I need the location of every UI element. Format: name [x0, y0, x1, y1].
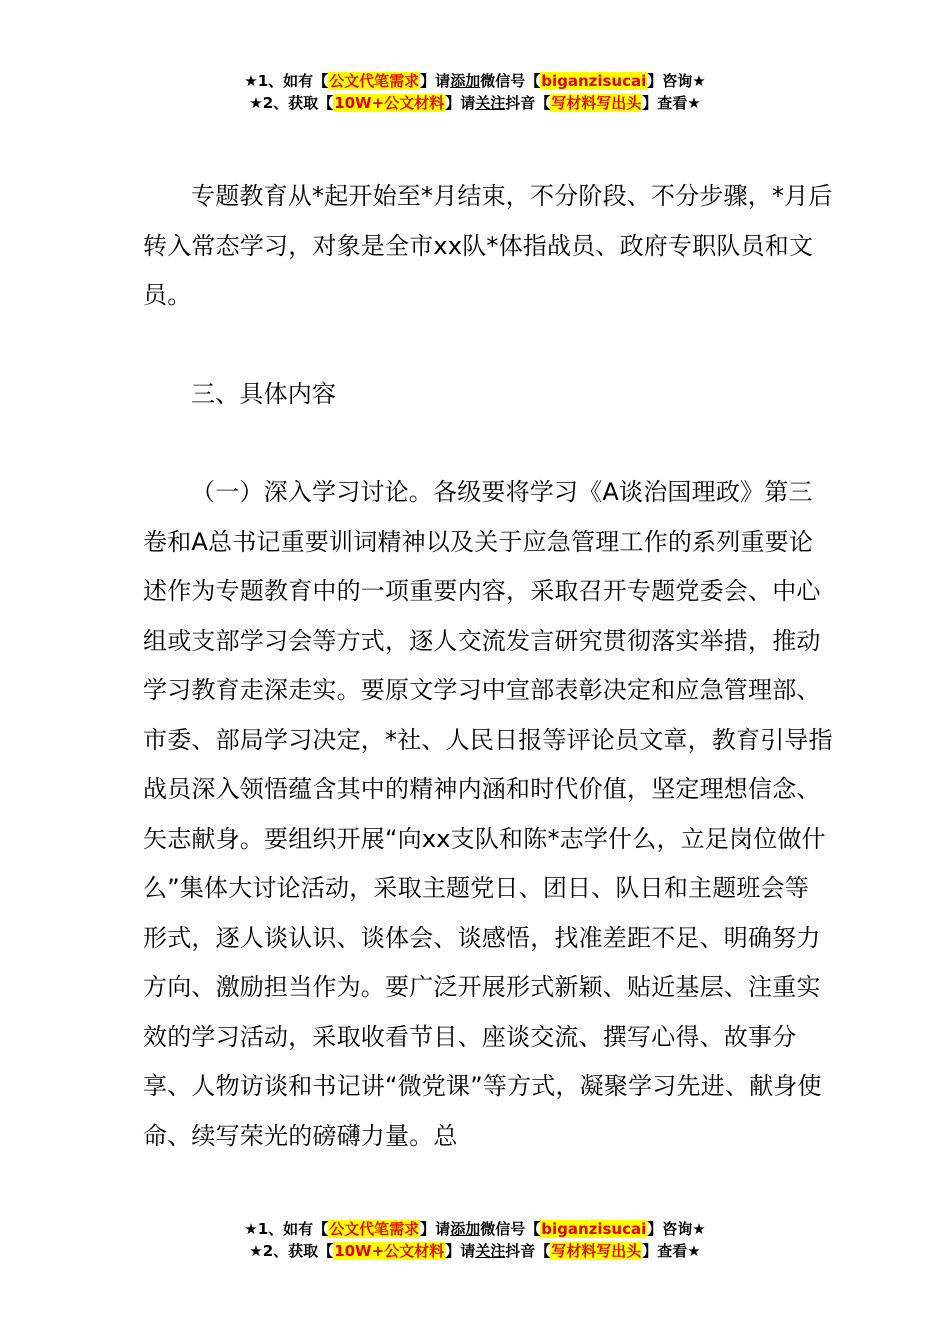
highlight-materials: 10W+公文材料	[334, 94, 445, 112]
banner-line-1: ★1、如有【公文代笔需求】请添加微信号【biganzisucai】咨询★	[244, 1220, 706, 1238]
highlight-wechat-id: biganzisucai	[541, 1220, 647, 1238]
highlight-materials: 10W+公文材料	[334, 1242, 445, 1260]
document-body	[143, 172, 833, 1161]
section-heading: 三、具体内容	[191, 379, 337, 408]
banner-line-1: ★1、如有【公文代笔需求】请添加微信号【biganzisucai】咨询★	[244, 72, 706, 90]
banner-line-2: ★2、获取【10W+公文材料】请关注抖音【写材料写出头】查看★	[249, 1242, 701, 1260]
highlight-douyin-account: 写材料写出头	[551, 94, 642, 112]
highlight-wechat-id: biganzisucai	[541, 72, 647, 90]
highlight-writing-service: 公文代笔需求	[329, 72, 420, 90]
paragraph-study-discussion: （一）深入学习讨论。各级要将学习《A谈治国理政》第三卷和A总书记重要训词精神以及关于应急管理工作的系列重要论述作为专题教育中的一项重要内容，采取召开专题党委会、中心组或支部学习会等方式，逐人交流发言研究贯彻落实举措，推动学习教育走深走实。要原文学习中宣部表彰决定和应急管理部、市委、部局学习决定，*社、人民日报等评论员文章，教育引导指战员深入领悟蕴含其中的精神内涵和时代价值，坚定理想信念、矢志献身。要组织开展“向xx支队和陈*志学什么，立足岗位做什么”集体大讨论活动，采取主题党日、团日、队日和主题班会等形式，逐人谈认识、谈体会、谈感悟，找准差距不足、明确努力方向、激励担当作为。要广泛开展形式新颖、贴近基层、注重实效的学习活动，采取收看节目、座谈交流、撰写心得、故事分享、人物访谈和书记讲“微党课”等方式，凝聚学习先进、献身使命、续写荣光的磅礴力量。总	[143, 478, 833, 1150]
header-banner	[0, 70, 950, 114]
banner-line-2: ★2、获取【10W+公文材料】请关注抖音【写材料写出头】查看★	[249, 94, 701, 112]
highlight-douyin-account: 写材料写出头	[551, 1242, 642, 1260]
highlight-writing-service: 公文代笔需求	[329, 1220, 420, 1238]
paragraph-scope: 专题教育从*起开始至*月结束，不分阶段、不分步骤，*月后转入常态学习，对象是全市xx队*体指战员、政府专职队员和文员。	[143, 182, 833, 309]
footer-banner	[0, 1218, 950, 1262]
